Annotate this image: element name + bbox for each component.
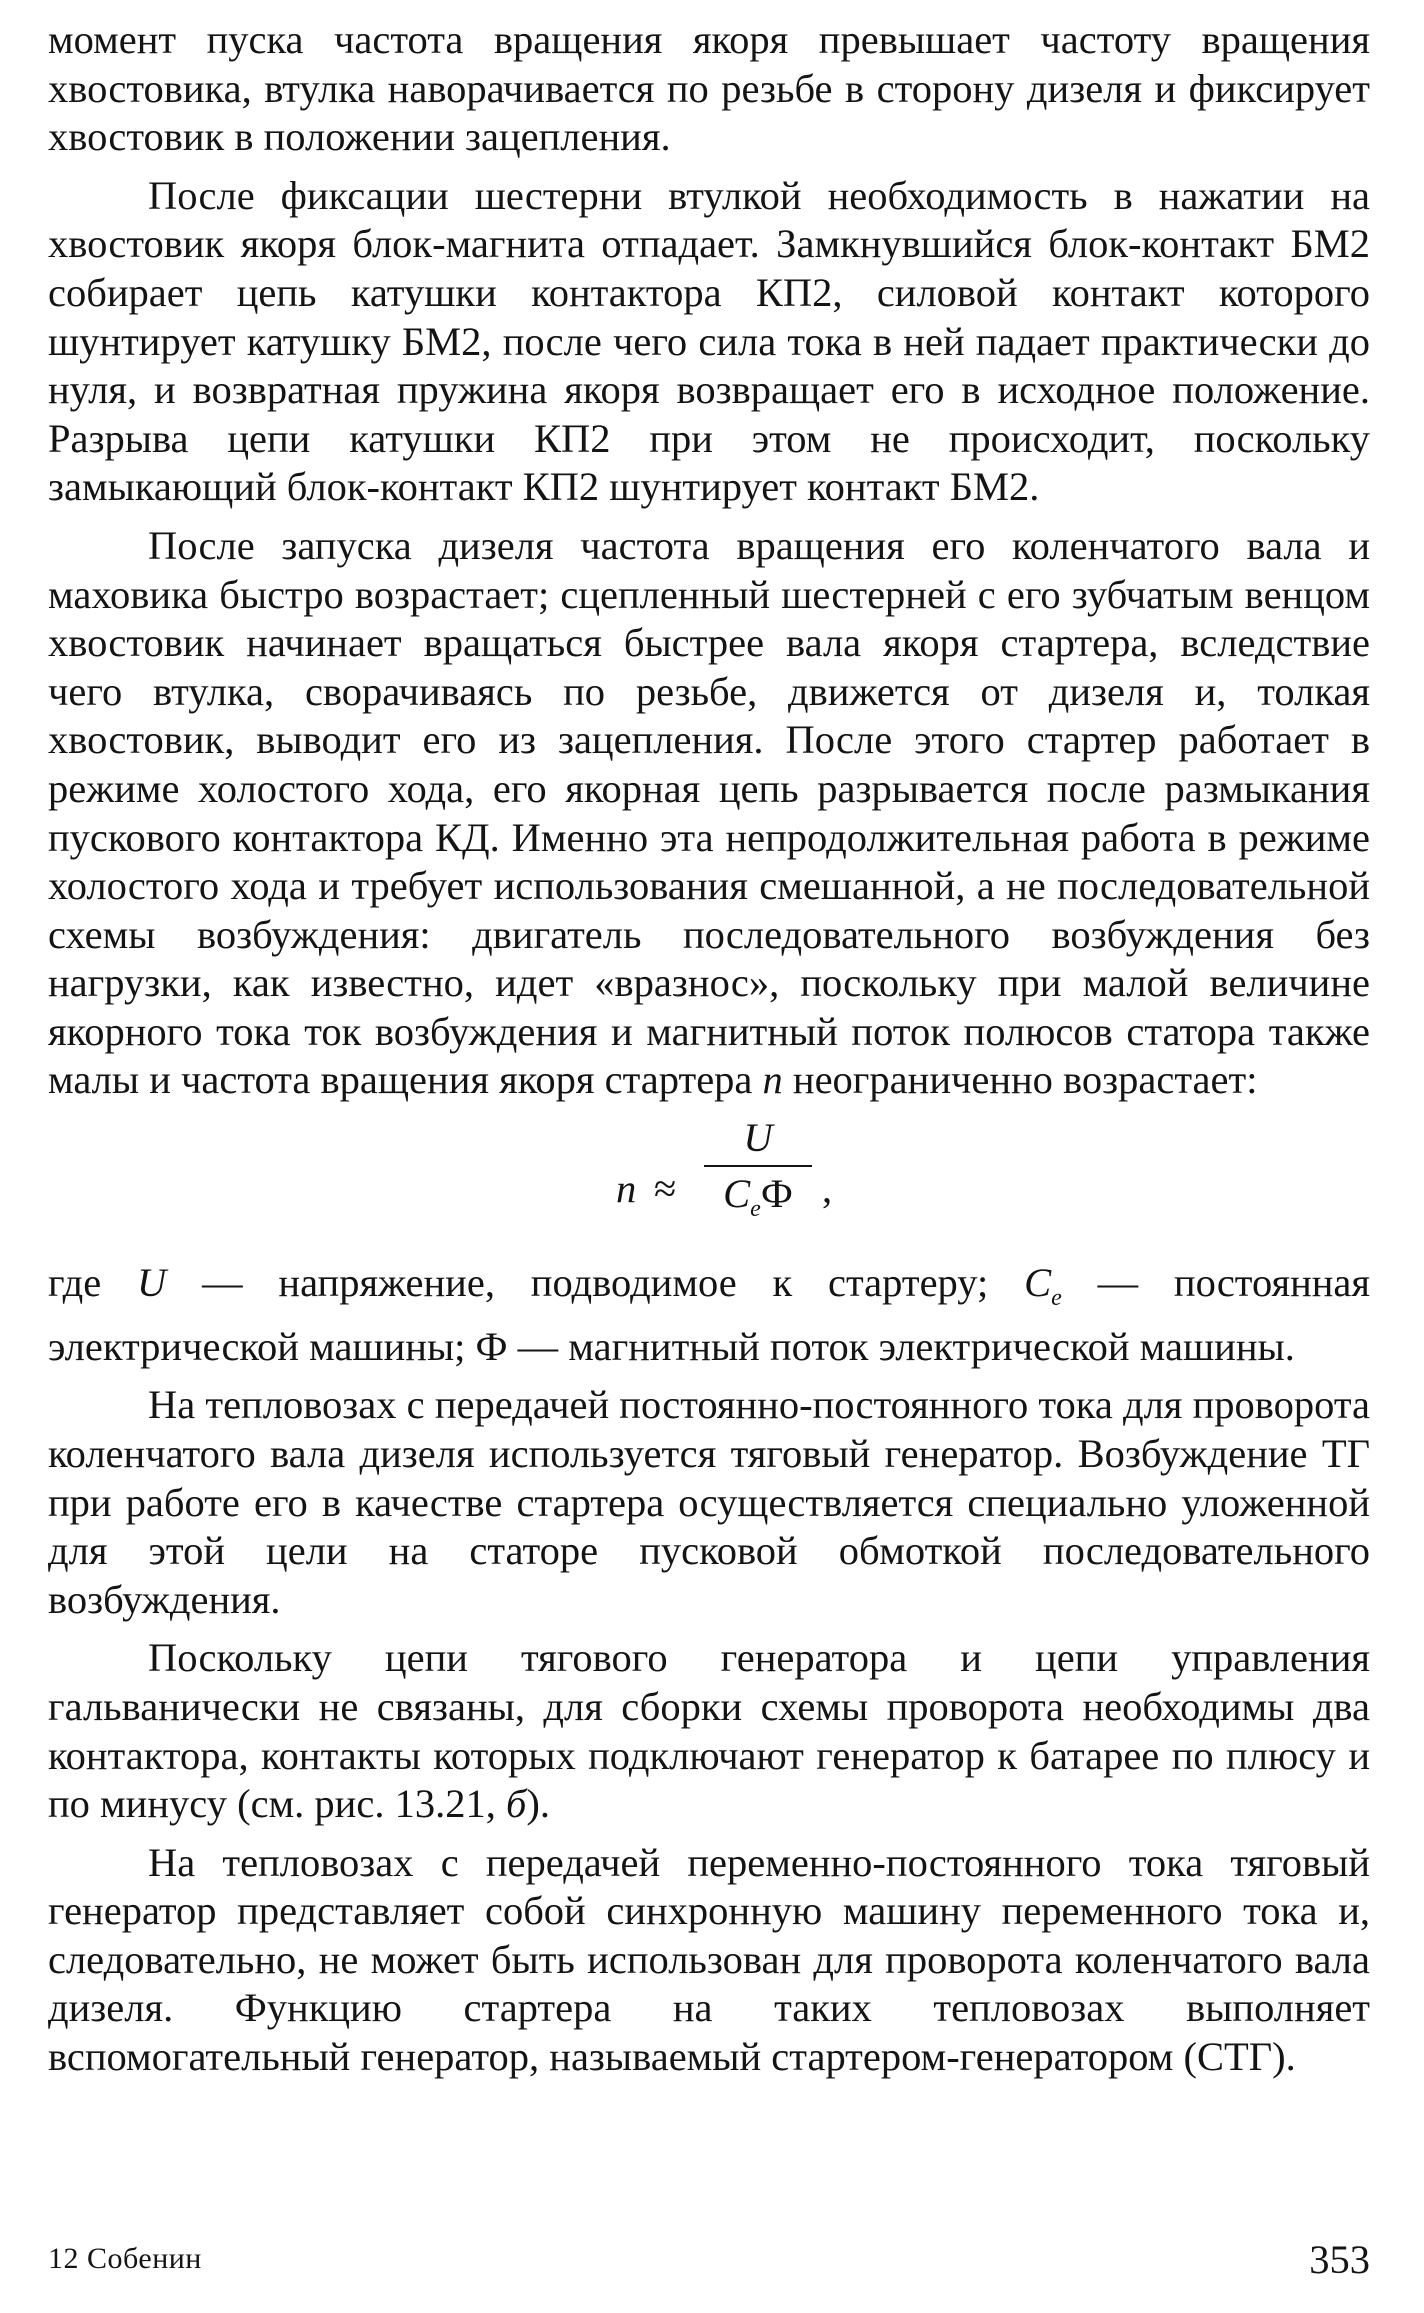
formula-rotation-speed xyxy=(48,1113,1370,1259)
paragraph-5 xyxy=(48,1381,1370,1624)
signature-mark: 12 Собенин xyxy=(48,2242,202,2275)
paragraph-7 xyxy=(48,1839,1370,2082)
formula-fraction xyxy=(698,1113,818,1234)
paragraph-3 xyxy=(48,522,1370,1105)
variable-ce: $C_e$ xyxy=(1024,1260,1062,1312)
paragraph-7-text: На тепловозах с передачей переменно-постоянного тока тяговый генератор представляет собой синхронную машину переменного тока и, следовательно, не может быть использован для проворота коленчатого вала дизеля. Функцию стартера на таких тепловозах выполняет вспомогательный генератор, называемый стартером-генератором (СТГ). xyxy=(48,1839,1370,2080)
paragraph-2 xyxy=(48,172,1370,512)
paragraph-3-text-b: неограниченно возрастает: xyxy=(792,1057,1258,1103)
formula-den-sub: e xyxy=(750,1196,761,1223)
paragraph-4-text-a: — напряжение, подводимое к стартеру; xyxy=(202,1260,989,1306)
figure-ref-b: б xyxy=(505,1781,527,1827)
paragraph-4 xyxy=(48,1259,1370,1371)
paragraph-4-where: где xyxy=(48,1260,102,1306)
paragraph-6-text-a: Поскольку цепи тягового генератора и цепи управления гальванически не связаны, для сборки схемы проворота необходимы два контактора, контакты которых подключают генератор к батарее по плюсу и по минусу (см. рис. 13.21, xyxy=(48,1635,1370,1827)
formula-comma: , xyxy=(822,1166,833,1212)
paragraph-2-text: После фиксации шестерни втулкой необходимость в нажатии на хвостовик якоря блок-магнита отпадает. Замкнувшийся блок-контакт БМ2 собирает цепь катушки контактора КП2, силовой контакт которого шунтирует катушку БМ2, после чего сила тока в ней падает практически до нуля, и возвратная пружина якоря возвращает его в исходное положение. Разрыва цепи катушки КП2 при этом не происходит, поскольку замыкающий блок-контакт КП2 шунтирует контакт БМ2. xyxy=(48,172,1370,510)
paragraph-5-text: На тепловозах с передачей постоянно-постоянного тока для проворота коленчатого вала дизеля используется тяговый генератор. Возбуждение ТГ при работе его в качестве стартера осуществляется специально уложенной для этой цели на статоре пусковой обмоткой последовательного возбуждения. xyxy=(48,1382,1370,1622)
formula-approx-sign: ≈ xyxy=(654,1166,677,1212)
paragraph-1-text: момент пуска частота вращения якоря превышает частоту вращения хвостовика, втулка наворачивается по резьбе в сторону дизеля и фиксирует хвостовик в положении зацепления. xyxy=(48,17,1370,160)
formula-den-phi: Ф xyxy=(760,1171,793,1217)
page-number: 353 xyxy=(1309,2237,1370,2282)
page-footer xyxy=(48,2236,1370,2286)
page-body xyxy=(48,16,1370,2082)
paragraph-6-text-b: ). xyxy=(526,1781,550,1827)
formula-numerator: U xyxy=(743,1115,773,1161)
paragraph-3-text-a: После запуска дизеля частота вращения его коленчатого вала и маховика быстро возрастает; сцепленный шестерней с его зубчатым венцом хвостовик начинает вращаться быстрее вала якоря стартера, вследствие чего втулка, сворачиваясь по резьбе, движется от дизеля и, толкая хвостовик, выводит его из зацепления. После этого стартер работает в режиме холостого хода, его якорная цепь разрывается после размыкания пускового контактора КД. Именно эта непродолжительная работа в режиме холостого хода и требует использования смешанной, а не последовательной схемы возбуждения: двигатель последовательного возбуждения без нагрузки, как известно, идет «вразнос», поскольку при малой величине якорного тока ток возбуждения и магнитный поток полюсов статора также малы и частота вращения якоря стартера xyxy=(48,522,1370,1103)
paragraph-6 xyxy=(48,1634,1370,1828)
fraction-bar xyxy=(704,1165,812,1167)
formula-den-c: C xyxy=(723,1171,751,1217)
formula-lhs: n xyxy=(616,1166,637,1212)
paragraph-1 xyxy=(48,16,1370,162)
variable-u: U xyxy=(137,1260,167,1306)
formula-denominator xyxy=(698,1169,818,1234)
paragraph-4-text-b: — постоянная электрической машины; Ф — магнитный поток электрической машины. xyxy=(48,1260,1371,1369)
variable-n: n xyxy=(762,1057,783,1103)
